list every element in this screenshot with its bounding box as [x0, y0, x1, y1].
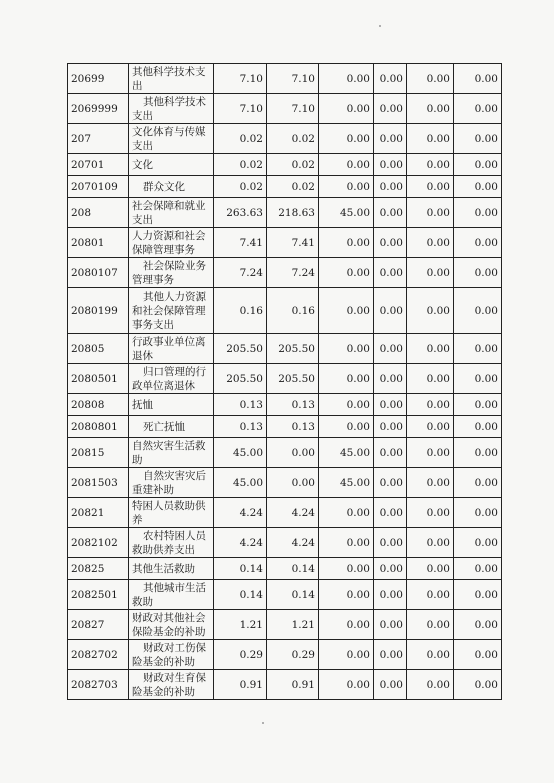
subject-name-cell: 文化 [129, 154, 214, 176]
table-row [68, 288, 502, 334]
table-row [68, 198, 502, 228]
amount-cell: 0.00 [407, 610, 454, 640]
subject-name-cell: 农村特困人员救助供养支出 [129, 528, 214, 558]
table-row [68, 528, 502, 558]
amount-cell: 45.00 [319, 468, 374, 498]
amount-cell: 4.24 [214, 528, 267, 558]
amount-cell: 0.02 [214, 124, 267, 154]
amount-cell: 0.29 [214, 640, 267, 670]
amount-cell: 0.00 [407, 124, 454, 154]
table-row [68, 468, 502, 498]
amount-cell: 0.00 [319, 528, 374, 558]
amount-cell: 0.00 [374, 176, 407, 198]
amount-cell: 205.50 [267, 334, 319, 364]
subject-name-cell: 社会保障和就业支出 [129, 198, 214, 228]
amount-cell: 0.00 [407, 438, 454, 468]
amount-cell: 0.00 [319, 94, 374, 124]
amount-cell: 0.00 [374, 558, 407, 580]
amount-cell: 0.00 [407, 498, 454, 528]
amount-cell: 0.00 [454, 558, 502, 580]
subject-code-cell: 2080801 [68, 416, 129, 438]
amount-cell: 7.41 [214, 228, 267, 258]
subject-name-cell: 自然灾害生活救助 [129, 438, 214, 468]
amount-cell: 0.00 [374, 334, 407, 364]
amount-cell: 7.10 [267, 94, 319, 124]
amount-cell: 0.00 [407, 558, 454, 580]
amount-cell: 0.00 [454, 468, 502, 498]
amount-cell: 0.00 [407, 580, 454, 610]
table-body [68, 64, 502, 700]
amount-cell: 0.00 [454, 640, 502, 670]
amount-cell: 0.14 [214, 580, 267, 610]
amount-cell: 0.16 [214, 288, 267, 334]
subject-name-cell: 人力资源和社会保障管理事务 [129, 228, 214, 258]
amount-cell: 0.00 [407, 416, 454, 438]
amount-cell: 0.00 [374, 438, 407, 468]
amount-cell: 0.00 [454, 528, 502, 558]
amount-cell: 0.14 [267, 580, 319, 610]
subject-name-cell: 财政对工伤保险基金的补助 [129, 640, 214, 670]
amount-cell: 0.00 [374, 394, 407, 416]
amount-cell: 0.00 [374, 154, 407, 176]
amount-cell: 205.50 [214, 364, 267, 394]
subject-code-cell: 2081503 [68, 468, 129, 498]
amount-cell: 0.00 [454, 288, 502, 334]
amount-cell: 218.63 [267, 198, 319, 228]
table-row [68, 498, 502, 528]
table-row [68, 416, 502, 438]
amount-cell: 0.00 [407, 640, 454, 670]
scan-speck [379, 25, 381, 27]
table-row [68, 394, 502, 416]
amount-cell: 0.00 [454, 228, 502, 258]
amount-cell: 0.00 [374, 198, 407, 228]
subject-code-cell: 20805 [68, 334, 129, 364]
amount-cell: 0.00 [454, 258, 502, 288]
amount-cell: 0.00 [407, 528, 454, 558]
amount-cell: 0.14 [214, 558, 267, 580]
amount-cell: 0.00 [319, 416, 374, 438]
amount-cell: 0.00 [407, 228, 454, 258]
amount-cell: 0.00 [319, 228, 374, 258]
amount-cell: 0.00 [454, 438, 502, 468]
amount-cell: 0.02 [267, 124, 319, 154]
table-row [68, 228, 502, 258]
amount-cell: 7.10 [267, 64, 319, 94]
subject-code-cell: 20701 [68, 154, 129, 176]
amount-cell: 45.00 [214, 468, 267, 498]
amount-cell: 0.13 [267, 394, 319, 416]
amount-cell: 0.29 [267, 640, 319, 670]
subject-name-cell: 死亡抚恤 [129, 416, 214, 438]
amount-cell: 0.00 [454, 580, 502, 610]
table-row [68, 364, 502, 394]
amount-cell: 205.50 [214, 334, 267, 364]
subject-name-cell: 特困人员救助供养 [129, 498, 214, 528]
amount-cell: 0.13 [214, 394, 267, 416]
amount-cell: 0.00 [319, 558, 374, 580]
amount-cell: 0.00 [454, 64, 502, 94]
amount-cell: 0.00 [319, 610, 374, 640]
table-row [68, 670, 502, 700]
subject-name-cell: 其他科学技术支出 [129, 64, 214, 94]
amount-cell: 0.00 [454, 498, 502, 528]
amount-cell: 0.02 [267, 154, 319, 176]
subject-name-cell: 财政对生育保险基金的补助 [129, 670, 214, 700]
amount-cell: 0.00 [454, 394, 502, 416]
amount-cell: 0.13 [267, 416, 319, 438]
amount-cell: 0.00 [454, 364, 502, 394]
table-row [68, 124, 502, 154]
amount-cell: 7.41 [267, 228, 319, 258]
amount-cell: 0.00 [319, 394, 374, 416]
amount-cell: 0.00 [454, 94, 502, 124]
subject-code-cell: 20801 [68, 228, 129, 258]
subject-code-cell: 2082702 [68, 640, 129, 670]
table-row [68, 610, 502, 640]
amount-cell: 0.00 [374, 610, 407, 640]
amount-cell: 0.00 [374, 64, 407, 94]
table-row [68, 640, 502, 670]
subject-name-cell: 其他城市生活救助 [129, 580, 214, 610]
amount-cell: 0.00 [454, 154, 502, 176]
subject-name-cell: 其他科学技术支出 [129, 94, 214, 124]
amount-cell: 0.00 [407, 94, 454, 124]
amount-cell: 0.91 [267, 670, 319, 700]
amount-cell: 7.10 [214, 64, 267, 94]
table-row [68, 438, 502, 468]
subject-code-cell: 20808 [68, 394, 129, 416]
amount-cell: 45.00 [214, 438, 267, 468]
amount-cell: 0.00 [407, 468, 454, 498]
subject-name-cell: 归口管理的行政单位离退休 [129, 364, 214, 394]
amount-cell: 0.00 [319, 258, 374, 288]
table-row [68, 64, 502, 94]
amount-cell: 0.00 [407, 198, 454, 228]
amount-cell: 7.10 [214, 94, 267, 124]
table-row [68, 258, 502, 288]
amount-cell: 0.00 [374, 124, 407, 154]
amount-cell: 7.24 [267, 258, 319, 288]
amount-cell: 0.00 [374, 580, 407, 610]
subject-code-cell: 20815 [68, 438, 129, 468]
subject-name-cell: 抚恤 [129, 394, 214, 416]
amount-cell: 0.00 [374, 498, 407, 528]
subject-name-cell: 财政对其他社会保险基金的补助 [129, 610, 214, 640]
subject-name-cell: 其他生活救助 [129, 558, 214, 580]
amount-cell: 0.91 [214, 670, 267, 700]
amount-cell: 45.00 [319, 438, 374, 468]
amount-cell: 0.00 [407, 334, 454, 364]
amount-cell: 0.00 [374, 416, 407, 438]
amount-cell: 0.00 [374, 640, 407, 670]
table-row [68, 94, 502, 124]
subject-code-cell: 2082703 [68, 670, 129, 700]
amount-cell: 0.00 [407, 364, 454, 394]
amount-cell: 0.00 [407, 670, 454, 700]
subject-name-cell: 群众文化 [129, 176, 214, 198]
amount-cell: 0.16 [267, 288, 319, 334]
amount-cell: 1.21 [214, 610, 267, 640]
budget-expenditure-table [67, 63, 502, 700]
amount-cell: 0.00 [374, 258, 407, 288]
table-row [68, 176, 502, 198]
subject-name-cell: 文化体育与传媒支出 [129, 124, 214, 154]
subject-name-cell: 自然灾害灾后重建补助 [129, 468, 214, 498]
amount-cell: 7.24 [214, 258, 267, 288]
amount-cell: 4.24 [267, 528, 319, 558]
amount-cell: 0.00 [374, 468, 407, 498]
amount-cell: 0.00 [374, 670, 407, 700]
amount-cell: 0.00 [267, 438, 319, 468]
scan-speck [262, 722, 264, 724]
amount-cell: 1.21 [267, 610, 319, 640]
amount-cell: 0.00 [374, 364, 407, 394]
amount-cell: 205.50 [267, 364, 319, 394]
subject-code-cell: 208 [68, 198, 129, 228]
amount-cell: 0.00 [374, 288, 407, 334]
amount-cell: 0.02 [214, 154, 267, 176]
amount-cell: 0.00 [407, 176, 454, 198]
subject-code-cell: 207 [68, 124, 129, 154]
amount-cell: 45.00 [319, 198, 374, 228]
subject-code-cell: 2080107 [68, 258, 129, 288]
subject-code-cell: 2080199 [68, 288, 129, 334]
amount-cell: 0.00 [407, 154, 454, 176]
amount-cell: 0.00 [267, 468, 319, 498]
amount-cell: 0.00 [454, 198, 502, 228]
amount-cell: 0.00 [407, 64, 454, 94]
subject-code-cell: 2082501 [68, 580, 129, 610]
amount-cell: 0.00 [407, 394, 454, 416]
amount-cell: 0.02 [267, 176, 319, 198]
table-row [68, 558, 502, 580]
subject-code-cell: 20821 [68, 498, 129, 528]
subject-code-cell: 20699 [68, 64, 129, 94]
amount-cell: 4.24 [214, 498, 267, 528]
amount-cell: 0.00 [319, 124, 374, 154]
amount-cell: 0.00 [319, 670, 374, 700]
subject-code-cell: 2082102 [68, 528, 129, 558]
amount-cell: 0.00 [454, 416, 502, 438]
subject-code-cell: 2080501 [68, 364, 129, 394]
amount-cell: 0.00 [319, 64, 374, 94]
amount-cell: 0.00 [407, 288, 454, 334]
subject-code-cell: 20825 [68, 558, 129, 580]
amount-cell: 0.00 [319, 334, 374, 364]
amount-cell: 0.00 [319, 640, 374, 670]
amount-cell: 0.00 [454, 670, 502, 700]
amount-cell: 0.00 [319, 176, 374, 198]
amount-cell: 0.00 [374, 228, 407, 258]
table-row [68, 580, 502, 610]
amount-cell: 0.00 [454, 610, 502, 640]
subject-name-cell: 行政事业单位离退休 [129, 334, 214, 364]
amount-cell: 0.13 [214, 416, 267, 438]
table-row [68, 334, 502, 364]
table-row [68, 154, 502, 176]
amount-cell: 0.00 [374, 94, 407, 124]
subject-name-cell: 其他人力资源和社会保障管理事务支出 [129, 288, 214, 334]
amount-cell: 263.63 [214, 198, 267, 228]
amount-cell: 0.00 [454, 124, 502, 154]
amount-cell: 0.00 [319, 154, 374, 176]
subject-code-cell: 2070109 [68, 176, 129, 198]
amount-cell: 0.00 [454, 176, 502, 198]
amount-cell: 0.00 [319, 498, 374, 528]
amount-cell: 0.00 [374, 528, 407, 558]
amount-cell: 0.00 [454, 334, 502, 364]
subject-name-cell: 社会保险业务管理事务 [129, 258, 214, 288]
amount-cell: 4.24 [267, 498, 319, 528]
amount-cell: 0.00 [319, 288, 374, 334]
subject-code-cell: 2069999 [68, 94, 129, 124]
amount-cell: 0.14 [267, 558, 319, 580]
amount-cell: 0.00 [407, 258, 454, 288]
amount-cell: 0.00 [319, 580, 374, 610]
amount-cell: 0.02 [214, 176, 267, 198]
amount-cell: 0.00 [319, 364, 374, 394]
subject-code-cell: 20827 [68, 610, 129, 640]
